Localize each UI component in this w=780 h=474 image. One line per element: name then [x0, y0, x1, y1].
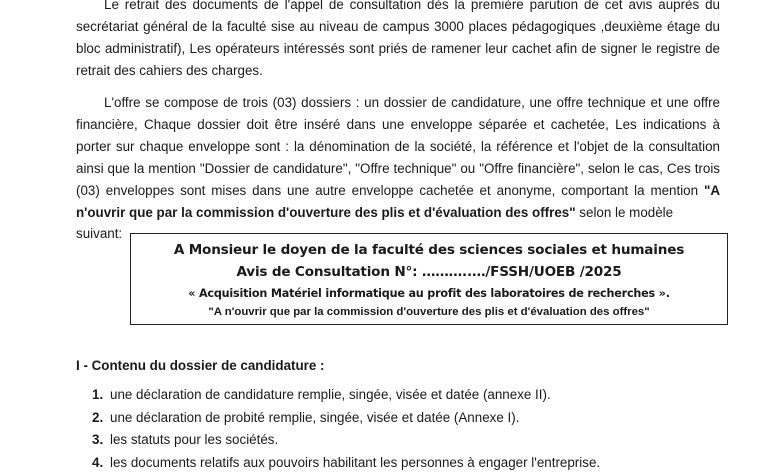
section-title: I - Contenu du dossier de candidature :	[76, 358, 325, 373]
list-item-number: 2.	[92, 409, 104, 425]
list-item	[92, 407, 600, 430]
envelope-recipient: A Monsieur le doyen de la faculté des sciences sociales et humaines	[173, 242, 685, 258]
envelope-object: « Acquisition Matériel informatique au profit des laboratoires de recherches ».	[188, 287, 670, 300]
paragraph-retrait: Le retrait des documents de l'appel de consultation dès la première parution de cet avis auprès du secrétariat général de la faculté sise au niveau de campus 3000 places pédagogiques ,deuxième étage du bloc administratif), Les opérateurs intéressés sont priés de ramener leur cachet afin de signer le registre de retrait des cahiers des charges.	[76, 0, 720, 78]
list-item	[92, 384, 600, 407]
list-item-text: une déclaration de candidature remplie, singée, visée et datée (annexe II).	[110, 387, 551, 402]
list-item	[92, 429, 600, 452]
candidature-list	[92, 384, 600, 474]
list-item-text: les statuts pour les sociétés.	[110, 432, 279, 448]
list-item-number: 1.	[92, 387, 104, 402]
envelope-model-box	[130, 233, 728, 325]
envelope-mention: "A n'ouvrir que par la commission d'ouverture des plis et d'évaluation des offres"	[208, 306, 650, 318]
envelope-avis-reference: Avis de Consultation N°: ………..…/FSSH/UOEB /2025	[236, 264, 622, 280]
list-item-text: les documents relatifs aux pouvoirs habilitant les personnes à engager l'entreprise.	[110, 454, 601, 470]
paragraph-offre-text: L'offre se compose de trois (03) dossiers : un dossier de candidature, une offre technique et une offre financière, Chaque dossier doit être inséré dans une enveloppe séparée et cachetée, Les indications à porter sur chaque enveloppe sont : la dénomination de la société, la référence et l'objet de la consultation ainsi que la mention "Dossier de candidature", "Offre technique" ou "Offre financière", selon le cas, Ces trois (03) enveloppes sont mises dans une autre enveloppe cachetée et anonyme, comportant la mention	[76, 95, 720, 198]
list-item-number: 3.	[92, 432, 104, 448]
suivant-label: suivant:	[76, 226, 123, 241]
paragraph-offre-mention: "A n'ouvrir que par la commission d'ouverture des plis et d'évaluation des offres"	[76, 183, 720, 220]
list-item-text: une déclaration de probité remplie, singée, visée et datée (Annexe I).	[110, 409, 520, 425]
paragraph-offre	[76, 92, 720, 224]
list-item-number: 4.	[92, 454, 104, 470]
list-item	[92, 452, 600, 474]
paragraph-offre-after: selon le modèle	[575, 205, 674, 220]
